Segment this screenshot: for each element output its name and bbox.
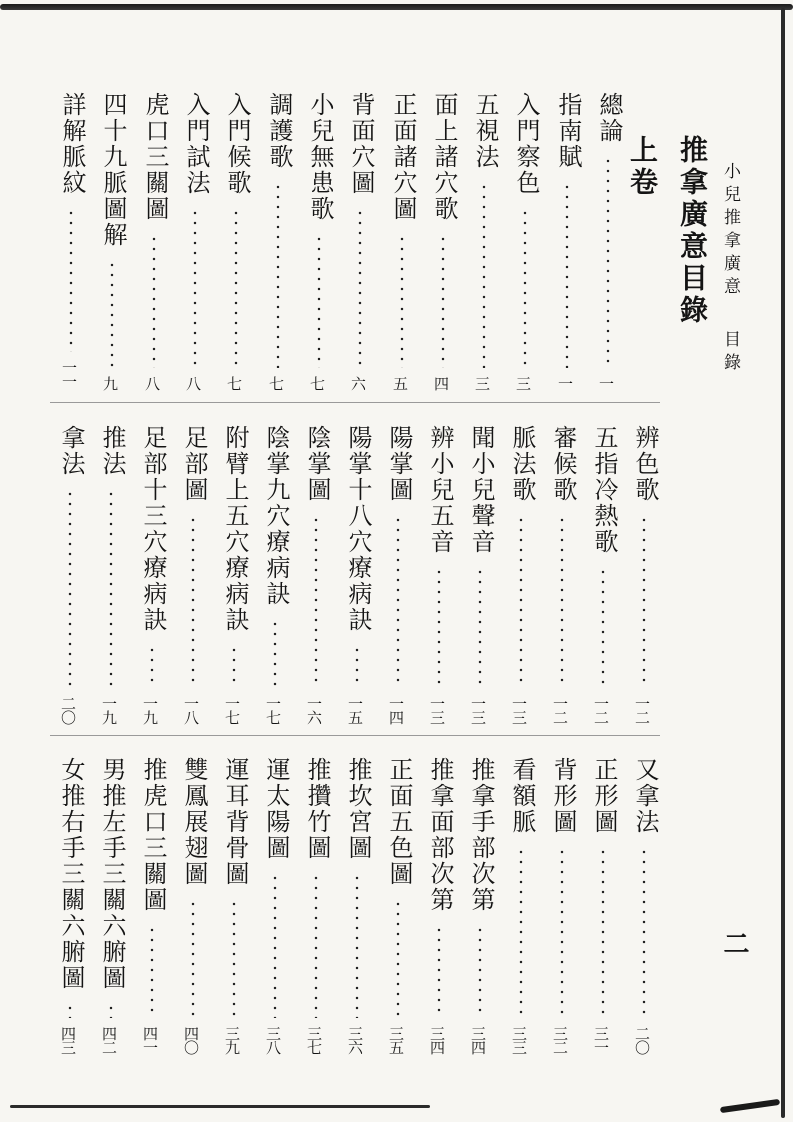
toc-entry[interactable] [95, 425, 129, 728]
toc-entry[interactable] [546, 757, 580, 1058]
toc-entry-page: 一三 [510, 696, 528, 724]
dot-leader [109, 260, 115, 368]
toc-entry-page: 五 [391, 376, 409, 390]
dot-leader [354, 645, 360, 688]
dot-leader [436, 567, 442, 688]
toc-entry[interactable] [423, 757, 457, 1058]
toc-entry-title: 正形圖 [590, 757, 618, 835]
section-divider [50, 402, 660, 403]
dot-leader [559, 847, 565, 1018]
toc-entry-page: 七 [267, 376, 285, 390]
toc-entry-title: 推拿手部次第 [467, 757, 495, 913]
toc-entry[interactable] [386, 92, 420, 392]
toc-entry-page: 三 [473, 376, 491, 390]
toc-entry-page: 一 [597, 376, 615, 390]
toc-entry-title: 雙鳳展翅圖 [180, 757, 208, 887]
dot-leader [354, 873, 360, 1018]
toc-entry-page: 七 [308, 376, 326, 390]
toc-entry[interactable] [220, 92, 254, 392]
toc-entry-page: 一三 [469, 696, 487, 724]
dot-leader [395, 899, 401, 1018]
dot-leader [440, 234, 446, 368]
toc-entry[interactable] [509, 92, 543, 392]
toc-entry-page: 三 [514, 376, 532, 390]
toc-entry[interactable] [587, 425, 621, 728]
toc-entry[interactable] [179, 92, 213, 392]
toc-entry-title: 男推左手三關六腑圖 [98, 757, 126, 991]
toc-entry-page: 四 [432, 376, 450, 390]
dot-leader [477, 925, 483, 1018]
toc-entry-page: 四〇 [182, 1026, 200, 1054]
dot-leader [233, 208, 239, 368]
toc-entry[interactable] [464, 757, 498, 1058]
toc-entry-page: 一七 [264, 696, 282, 724]
dot-leader [600, 847, 606, 1018]
toc-entry[interactable] [96, 92, 130, 392]
toc-entry[interactable] [54, 757, 88, 1058]
toc-entry[interactable] [95, 757, 129, 1058]
toc-entry-title: 陰掌九穴療病訣 [262, 425, 290, 607]
toc-entry[interactable] [505, 425, 539, 728]
toc-entry-title: 辨小兒五音 [426, 425, 454, 555]
toc-entry-page: 二〇 [633, 1026, 651, 1054]
toc-entry-page: 一六 [305, 696, 323, 724]
dot-leader [357, 208, 363, 368]
volume-title: 上卷 [626, 135, 659, 199]
toc-entry[interactable] [341, 757, 375, 1058]
page-number: 二 [719, 930, 749, 958]
dot-leader [275, 182, 281, 368]
dot-leader [190, 515, 196, 688]
toc-entry-page: 一二 [592, 696, 610, 724]
toc-entry[interactable] [505, 757, 539, 1058]
dot-leader [231, 899, 237, 1018]
toc-entry-page: 一一 [60, 360, 78, 388]
toc-entry-title: 四十九脈圖解 [99, 92, 127, 248]
toc-entry-title: 小兒無患歌 [306, 92, 334, 222]
toc-entry-page: 一九 [141, 696, 159, 724]
toc-entry-page: 三三 [510, 1026, 528, 1054]
dot-leader [108, 1003, 114, 1018]
toc-entry-title: 正面五色圖 [385, 757, 413, 887]
toc-entry[interactable] [54, 425, 88, 728]
toc-entry[interactable] [177, 757, 211, 1058]
toc-entry-page: 三五 [387, 1026, 405, 1054]
toc-entry-title: 脈法歌 [508, 425, 536, 503]
toc-entry[interactable] [218, 425, 252, 728]
toc-entry-title: 推法 [98, 425, 126, 477]
dot-leader [108, 489, 114, 688]
toc-entry-title: 總論 [595, 92, 623, 144]
toc-entry[interactable] [344, 92, 378, 392]
toc-entry-title: 聞小兒聲音 [467, 425, 495, 555]
toc-entry-title: 背形圖 [549, 757, 577, 835]
dot-leader [395, 515, 401, 688]
dot-leader [149, 925, 155, 1018]
toc-entry[interactable] [628, 425, 662, 728]
toc-entry-title: 運耳背骨圖 [221, 757, 249, 887]
toc-entry-page: 一五 [346, 696, 364, 724]
scan-edge-corner [720, 1099, 780, 1113]
toc-entry[interactable] [587, 757, 621, 1058]
toc-entry-title: 背面穴圖 [347, 92, 375, 196]
toc-entry[interactable] [427, 92, 461, 392]
dot-leader [600, 567, 606, 688]
toc-entry[interactable] [177, 425, 211, 728]
toc-entry-title: 詳解脈紋 [58, 92, 86, 196]
toc-entry-page: 三八 [264, 1026, 282, 1054]
toc-entry-page: 三四 [469, 1026, 487, 1054]
toc-entry-title: 面上諸穴歌 [430, 92, 458, 222]
toc-entry[interactable] [628, 757, 662, 1058]
toc-entry-page: 四一 [141, 1026, 159, 1054]
toc-entry-title: 推攢竹圖 [303, 757, 331, 861]
dot-leader [518, 515, 524, 688]
scan-edge-bottom [10, 1105, 430, 1108]
dot-leader [67, 489, 73, 688]
toc-entry[interactable] [55, 92, 89, 392]
running-head-book-title: 小兒推拿廣意 [720, 162, 740, 300]
toc-entry-page: 三一 [592, 1026, 610, 1054]
toc-entry-page: 九 [101, 376, 119, 390]
toc-entry-page: 八 [184, 376, 202, 390]
toc-entry[interactable] [259, 425, 293, 728]
toc-entry-page: 一二 [633, 696, 651, 724]
dot-leader [67, 1003, 73, 1018]
section-divider [50, 735, 660, 736]
running-head [718, 162, 743, 376]
dot-leader [190, 899, 196, 1018]
dot-leader [605, 156, 611, 368]
toc-entry-page: 一 [556, 376, 574, 390]
toc-entry-title: 又拿法 [631, 757, 659, 835]
toc-entry[interactable] [341, 425, 375, 728]
dot-leader [522, 208, 528, 368]
toc-entry-page: 二〇 [59, 696, 77, 724]
toc-entry[interactable] [546, 425, 580, 728]
toc-entry-page: 六 [349, 376, 367, 390]
toc-entry-page: 一七 [223, 696, 241, 724]
toc-entry-title: 陰掌圖 [303, 425, 331, 503]
toc-entry-page: 一四 [387, 696, 405, 724]
dot-leader [564, 182, 570, 368]
dot-leader [192, 208, 198, 368]
toc-entry-title: 陽掌圖 [385, 425, 413, 503]
toc-entry[interactable] [423, 425, 457, 728]
toc-entry-title: 虎口三關圖 [141, 92, 169, 222]
toc-entry[interactable] [262, 92, 296, 392]
dot-leader [436, 925, 442, 1018]
toc-entry-page: 三六 [346, 1026, 364, 1054]
toc-entry-title: 指南賦 [554, 92, 582, 170]
dot-leader [313, 873, 319, 1018]
dot-leader [316, 234, 322, 368]
toc-entry-page: 三二 [551, 1026, 569, 1054]
toc-title: 推拿廣意目錄 [676, 135, 709, 327]
dot-leader [231, 645, 237, 688]
dot-leader [68, 208, 74, 352]
toc-entry[interactable] [382, 425, 416, 728]
toc-entry[interactable] [136, 425, 170, 728]
toc-entry-page: 三七 [305, 1026, 323, 1054]
toc-entry-title: 陽掌十八穴療病訣 [344, 425, 372, 633]
toc-entry-title: 推拿面部次第 [426, 757, 454, 913]
dot-leader [477, 567, 483, 688]
toc-entry-title: 入門試法 [182, 92, 210, 196]
dot-leader [272, 619, 278, 688]
toc-entry-title: 正面諸穴圖 [389, 92, 417, 222]
toc-entry-title: 足部十三穴療病訣 [139, 425, 167, 633]
toc-entry-page: 一九 [100, 696, 118, 724]
toc-entry-page: 一八 [182, 696, 200, 724]
toc-entry[interactable] [136, 757, 170, 1058]
toc-entry-title: 辨色歌 [631, 425, 659, 503]
toc-entry-title: 推坎宮圖 [344, 757, 372, 861]
toc-entry-page: 八 [143, 376, 161, 390]
dot-leader [641, 515, 647, 688]
dot-leader [149, 645, 155, 688]
toc-entry-page: 三九 [223, 1026, 241, 1054]
toc-entry[interactable] [592, 92, 626, 392]
toc-entry[interactable] [218, 757, 252, 1058]
running-head-section: 目錄 [720, 330, 740, 376]
toc-entry-title: 附臂上五穴療病訣 [221, 425, 249, 633]
toc-entry-title: 調護歌 [265, 92, 293, 170]
toc-entry[interactable] [259, 757, 293, 1058]
toc-entry[interactable] [468, 92, 502, 392]
toc-entry-title: 入門察色 [512, 92, 540, 196]
toc-entry-page: 四二 [100, 1026, 118, 1054]
toc-entry-page: 一三 [428, 696, 446, 724]
toc-entry-page: 一二 [551, 696, 569, 724]
toc-entry[interactable] [551, 92, 585, 392]
toc-entry-title: 入門候歌 [223, 92, 251, 196]
dot-leader [641, 847, 647, 1018]
toc-entry-title: 推虎口三關圖 [139, 757, 167, 913]
toc-entry-title: 拿法 [57, 425, 85, 477]
toc-entry[interactable] [464, 425, 498, 728]
toc-entry-title: 看額脈 [508, 757, 536, 835]
scan-edge-top [0, 4, 793, 10]
toc-entry-title: 運太陽圖 [262, 757, 290, 861]
toc-entry[interactable] [138, 92, 172, 392]
dot-leader [481, 182, 487, 368]
toc-entry-title: 足部圖 [180, 425, 208, 503]
toc-entry[interactable] [303, 92, 337, 392]
dot-leader [151, 234, 157, 368]
toc-entry-page: 七 [225, 376, 243, 390]
toc-entry-page: 三四 [428, 1026, 446, 1054]
scan-edge-right [781, 8, 785, 1118]
toc-entry-page: 四三 [59, 1026, 77, 1054]
toc-entry-title: 審候歌 [549, 425, 577, 503]
toc-entry-title: 女推右手三關六腑圖 [57, 757, 85, 991]
toc-entry[interactable] [300, 757, 334, 1058]
dot-leader [518, 847, 524, 1018]
dot-leader [559, 515, 565, 688]
dot-leader [399, 234, 405, 368]
toc-entry[interactable] [382, 757, 416, 1058]
toc-entry-title: 五視法 [471, 92, 499, 170]
toc-entry[interactable] [300, 425, 334, 728]
dot-leader [272, 873, 278, 1018]
toc-entry-title: 五指冷熱歌 [590, 425, 618, 555]
dot-leader [313, 515, 319, 688]
